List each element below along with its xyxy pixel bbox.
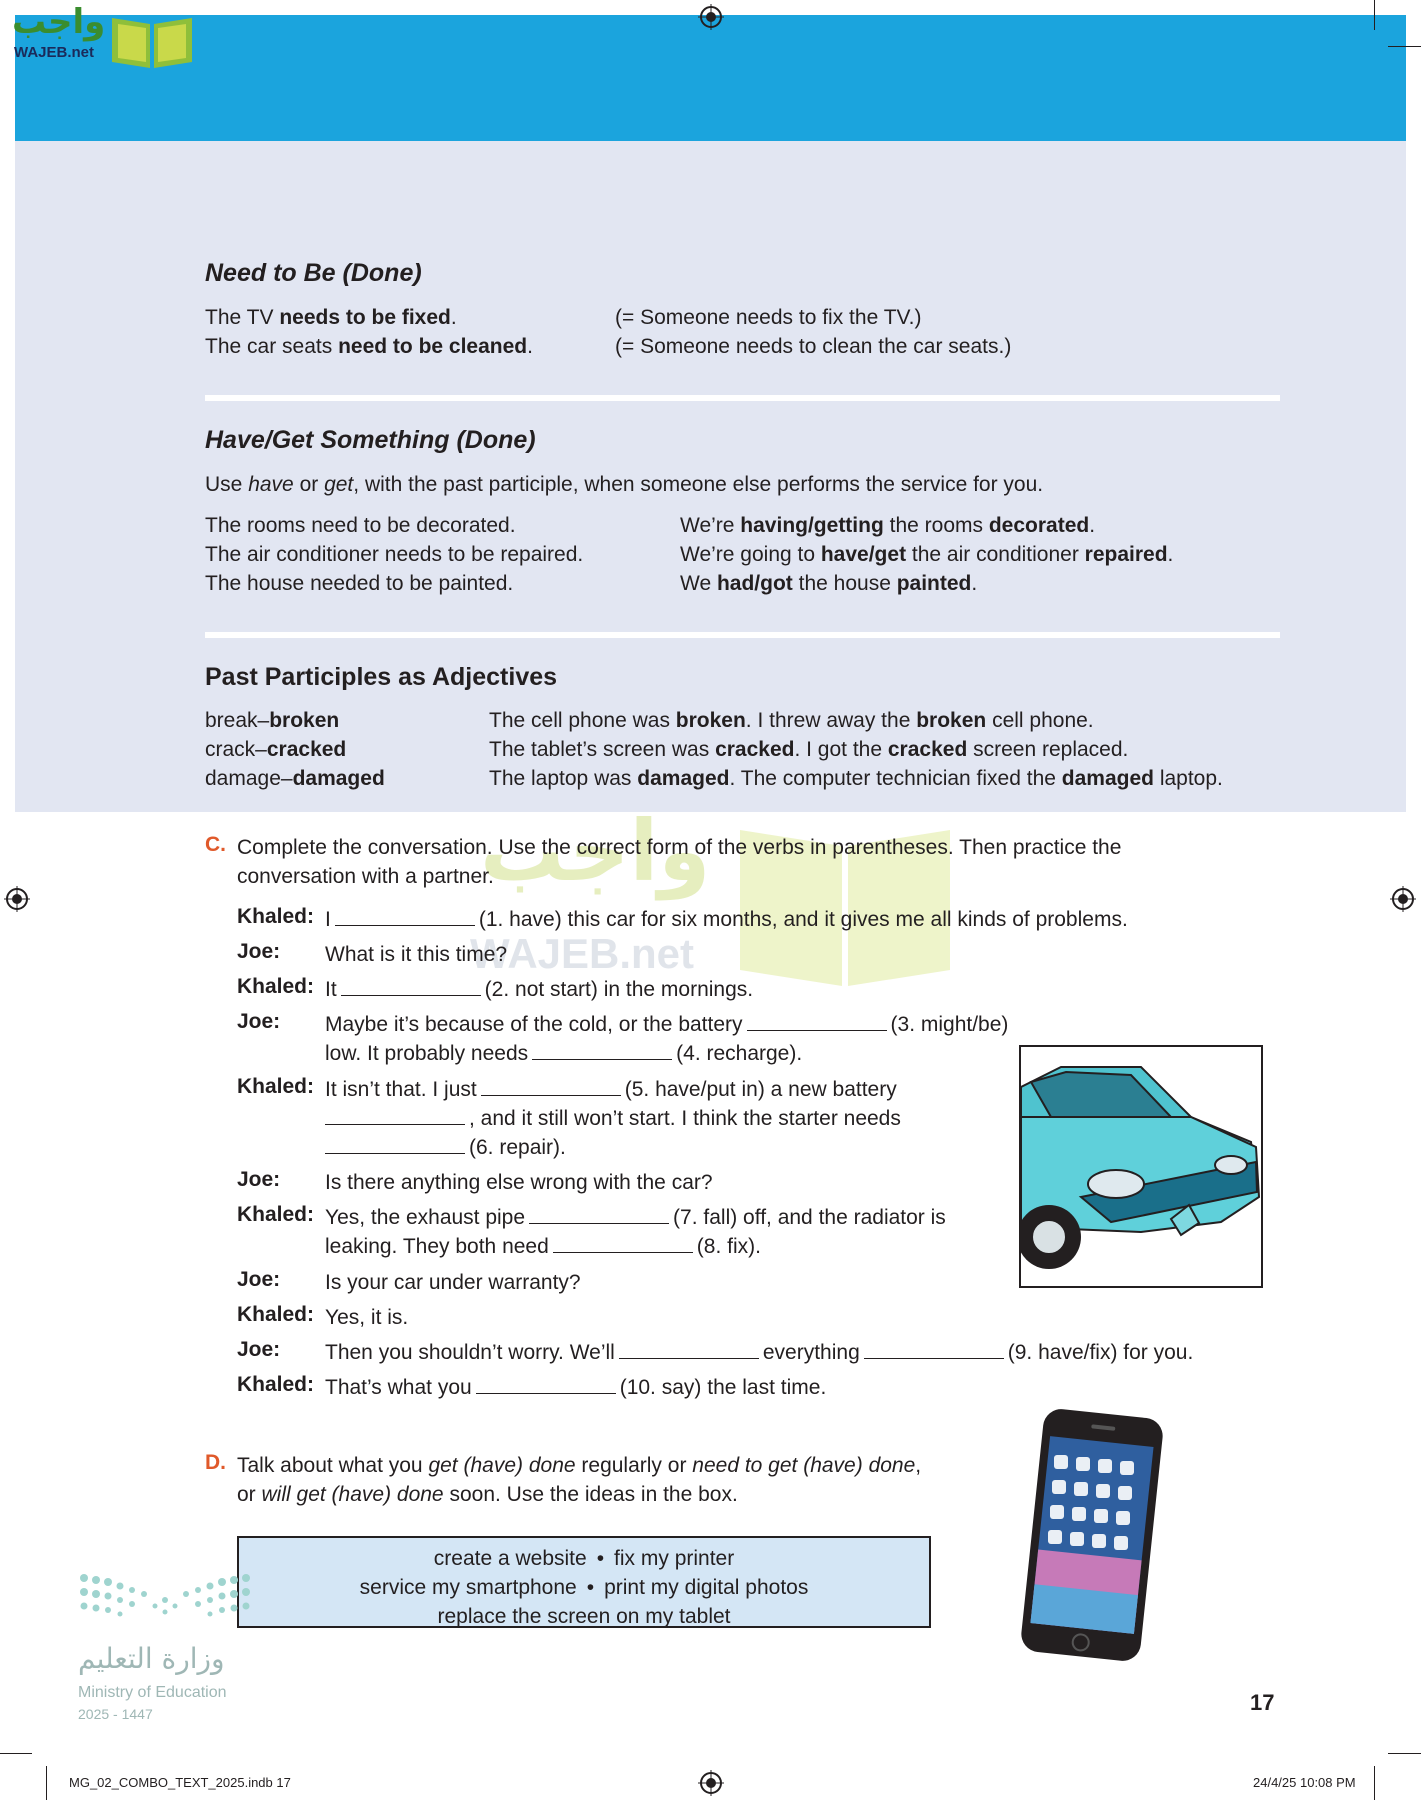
registration-mark-icon — [698, 4, 724, 30]
speaker-label: Khaled: — [237, 1075, 315, 1098]
speaker-label: Khaled: — [237, 1303, 315, 1326]
section-title-have-get: Have/Get Something (Done) — [205, 426, 536, 454]
answer-blank[interactable] — [553, 1232, 693, 1253]
speaker-label: Joe: — [237, 1010, 281, 1033]
answer-blank[interactable] — [476, 1373, 616, 1394]
verb-form: damage–damaged — [205, 767, 385, 790]
dialogue-line: (6. repair). — [325, 1133, 566, 1162]
wajeb-watermark: واجب WAJEB.net — [470, 810, 970, 990]
speaker-label: Joe: — [237, 1268, 281, 1291]
example-line: The tablet’s screen was cracked. I got the cracked screen replaced. — [489, 738, 1129, 761]
exercise-instructions: or will get (have) done soon. Use the ideas in the box. — [237, 1483, 738, 1506]
speaker-label: Khaled: — [237, 1373, 315, 1396]
gloss-line: (= Someone needs to clean the car seats.) — [615, 335, 1012, 358]
page-number: 17 — [1250, 1690, 1275, 1715]
exercise-letter-c: C. — [205, 833, 226, 856]
speaker-label: Khaled: — [237, 975, 315, 998]
header-band — [15, 15, 1406, 141]
dialogue-line: Is your car under warranty? — [325, 1271, 581, 1294]
dialogue-line: Yes, it is. — [325, 1306, 409, 1329]
exercise-instructions: conversation with a partner. — [237, 865, 494, 888]
section-title-need-to-be: Need to Be (Done) — [205, 259, 422, 287]
book-icon — [108, 10, 196, 70]
speaker-label: Joe: — [237, 1168, 281, 1191]
smartphone-illustration — [1010, 1405, 1175, 1665]
crop-mark — [1388, 1753, 1421, 1754]
ideas-row: create a website • fix my printer — [433, 1547, 735, 1570]
dialogue-line: Then you shouldn’t worry. We’ll everything (9. have/fix) for you. — [325, 1338, 1193, 1367]
example-line: The rooms need to be decorated. — [205, 514, 516, 537]
answer-blank[interactable] — [325, 1133, 465, 1154]
dialogue-line: leaking. They both need (8. fix). — [325, 1232, 761, 1261]
gloss-line: (= Someone needs to fix the TV.) — [615, 306, 922, 329]
example-line: The cell phone was broken. I threw away the broken cell phone. — [489, 709, 1094, 732]
ideas-box — [237, 1536, 931, 1628]
example-line: The TV needs to be fixed. — [205, 306, 457, 329]
crop-mark — [1374, 0, 1375, 30]
example-line: The air conditioner needs to be repaired. — [205, 543, 584, 566]
exercise-instructions: Talk about what you get (have) done regularly or need to get (have) done, — [237, 1454, 922, 1477]
section-title-participles: Past Participles as Adjectives — [205, 663, 558, 691]
answer-blank[interactable] — [532, 1039, 672, 1060]
intro-line: Use have or get, with the past participle, when someone else performs the service for you. — [205, 473, 1044, 496]
dialogue-line: Is there anything else wrong with the car? — [325, 1171, 713, 1194]
speaker-label: Khaled: — [237, 1203, 315, 1226]
answer-blank[interactable] — [341, 975, 481, 996]
answer-blank[interactable] — [481, 1075, 621, 1096]
speaker-label: Joe: — [237, 1338, 281, 1361]
dialogue-line: What is it this time? — [325, 943, 508, 966]
answer-blank[interactable] — [529, 1203, 669, 1224]
crop-mark — [46, 1766, 47, 1800]
print-date-info: 24/4/25 10:08 PM — [1253, 1775, 1356, 1790]
registration-mark-icon — [698, 1770, 724, 1796]
wajeb-logo: واجب WAJEB.net — [8, 6, 193, 68]
divider — [205, 632, 1280, 638]
dialogue-line: I (1. have) this car for six months, and it gives me all kinds of problems. — [325, 905, 1128, 934]
dialogue-line: , and it still won’t start. I think the starter needs — [325, 1104, 901, 1133]
verb-form: break–broken — [205, 709, 340, 732]
speaker-label: Joe: — [237, 940, 281, 963]
crop-mark — [1374, 1766, 1375, 1800]
example-line: We had/got the house painted. — [680, 572, 978, 595]
answer-blank[interactable] — [619, 1338, 759, 1359]
print-file-info: MG_02_COMBO_TEXT_2025.indb 17 — [69, 1775, 291, 1790]
registration-mark-icon — [4, 886, 30, 912]
example-line: The house needed to be painted. — [205, 572, 514, 595]
dialogue-line: It isn’t that. I just (5. have/put in) a new battery — [325, 1075, 897, 1104]
answer-blank[interactable] — [864, 1338, 1004, 1359]
ideas-row: replace the screen on my tablet — [437, 1605, 731, 1628]
exercise-instructions: Complete the conversation. Use the correct form of the verbs in parentheses. Then practice the — [237, 836, 1122, 859]
crop-mark — [1388, 46, 1421, 47]
answer-blank[interactable] — [325, 1104, 465, 1125]
crop-mark — [0, 1753, 32, 1754]
ministry-dots-icon — [78, 1570, 253, 1630]
verb-form: crack–cracked — [205, 738, 347, 761]
speaker-label: Khaled: — [237, 905, 315, 928]
dialogue-line: That’s what you (10. say) the last time. — [325, 1373, 826, 1402]
example-line: The car seats need to be cleaned. — [205, 335, 533, 358]
registration-mark-icon — [1390, 886, 1416, 912]
dialogue-line: low. It probably needs (4. recharge). — [325, 1039, 802, 1068]
example-line: The laptop was damaged. The computer technician fixed the damaged laptop. — [489, 767, 1223, 790]
dialogue-line: It (2. not start) in the mornings. — [325, 975, 753, 1004]
ministry-logo: وزارة التعليم Ministry of Education 2025 - 1447 — [78, 1570, 258, 1730]
example-line: We’re having/getting the rooms decorated. — [680, 514, 1096, 537]
example-line: We’re going to have/get the air conditioner repaired. — [680, 543, 1174, 566]
divider — [205, 395, 1280, 401]
answer-blank[interactable] — [335, 905, 475, 926]
car-illustration — [1019, 1045, 1263, 1288]
dialogue-line: Yes, the exhaust pipe (7. fall) off, and the radiator is — [325, 1203, 946, 1232]
answer-blank[interactable] — [747, 1010, 887, 1031]
dialogue-line: Maybe it’s because of the cold, or the battery (3. might/be) — [325, 1010, 1008, 1039]
ideas-row: service my smartphone • print my digital photos — [359, 1576, 809, 1599]
exercise-letter-d: D. — [205, 1451, 226, 1474]
